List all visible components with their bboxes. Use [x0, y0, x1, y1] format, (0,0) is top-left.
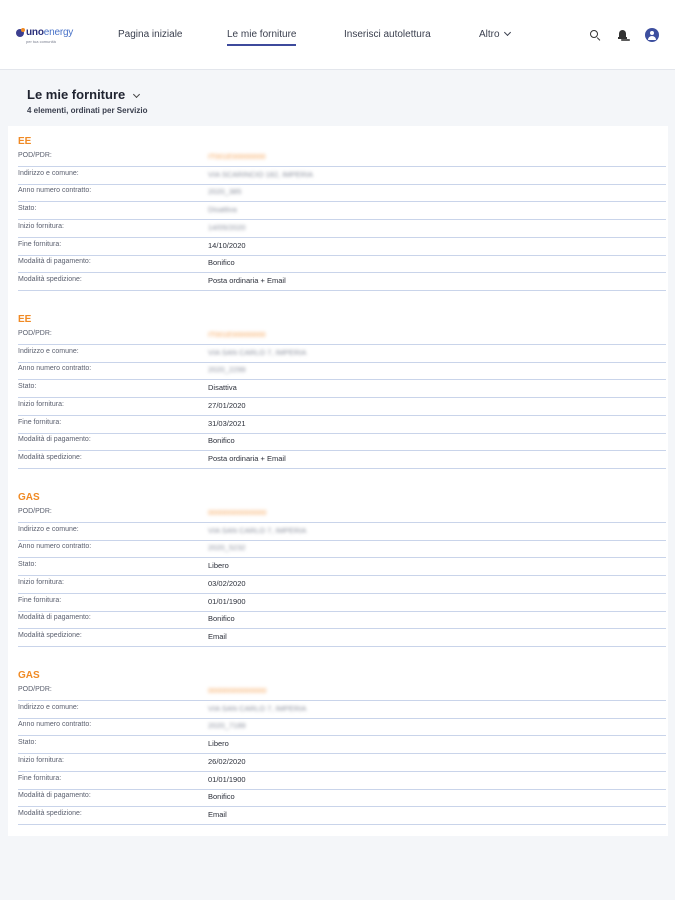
field-row [18, 505, 666, 523]
field-row [18, 540, 666, 558]
field-value: Email [208, 809, 227, 819]
field-row [18, 451, 666, 469]
field-value: VIA SAN CARLO 7, IMPERIA [208, 703, 307, 713]
search-icon[interactable] [588, 28, 602, 42]
field-label: Modalità di pagamento: [18, 436, 91, 444]
field-value: 14/05/2020 [208, 222, 246, 232]
field-value: Bonifico [208, 614, 235, 624]
field-label: Inizio fornitura: [18, 756, 64, 764]
logo-tagline: per tua comunità [26, 39, 56, 44]
field-row [18, 220, 666, 238]
field-row [18, 184, 666, 202]
field-row [18, 380, 666, 398]
list-header [27, 87, 147, 115]
field-row [18, 789, 666, 807]
field-row [18, 611, 666, 629]
field-value: Disattiva [208, 205, 237, 215]
field-label: Anno numero contratto: [18, 365, 92, 373]
field-value: 2020_5232 [208, 543, 246, 553]
field-value: 2020_7189 [208, 721, 246, 731]
field-label: Fine fornitura: [18, 774, 62, 782]
field-row [18, 167, 666, 185]
field-value: 2020_385 [208, 187, 242, 197]
top-header [0, 0, 675, 70]
page-title-dropdown[interactable] [27, 87, 147, 102]
field-label: Indirizzo e comune: [18, 703, 79, 711]
field-row [18, 327, 666, 345]
field-row [18, 736, 666, 754]
field-label: Indirizzo e comune: [18, 525, 79, 533]
bell-icon[interactable] [616, 28, 630, 42]
logo-name: unoenergy [26, 27, 74, 38]
field-value: 26/02/2020 [208, 756, 246, 766]
field-value: 31/03/2021 [208, 418, 246, 428]
service-type: GAS [18, 670, 40, 681]
field-label: Inizio fornitura: [18, 222, 64, 230]
field-label: Stato: [18, 205, 37, 213]
field-row [18, 754, 666, 772]
field-value: IT001E00000000 [208, 330, 266, 339]
field-row [18, 558, 666, 576]
field-row [18, 772, 666, 790]
field-row [18, 149, 666, 167]
field-label: Fine fornitura: [18, 240, 62, 248]
chevron-down-icon [504, 29, 511, 36]
field-label: POD/PDR: [18, 152, 52, 159]
nav-altro-label: Altro [479, 29, 500, 40]
field-label: Modalità spedizione: [18, 275, 82, 283]
field-label: POD/PDR: [18, 508, 52, 515]
field-value: Bonifico [208, 436, 235, 446]
field-row [18, 238, 666, 256]
field-label: Indirizzo e comune: [18, 169, 79, 177]
field-value: Email [208, 631, 227, 641]
supplies-list [8, 126, 668, 836]
field-row [18, 701, 666, 719]
field-value: 27/01/2020 [208, 400, 246, 410]
field-value: VIA SAN CARLO 7, IMPERIA [208, 347, 307, 357]
field-label: Anno numero contratto: [18, 187, 92, 195]
field-label: Inizio fornitura: [18, 578, 64, 586]
nav-inserisci-autolettura[interactable]: Inserisci autolettura [344, 29, 431, 40]
field-label: Modalità di pagamento: [18, 614, 91, 622]
field-row [18, 398, 666, 416]
chevron-down-icon [133, 91, 140, 98]
field-row [18, 202, 666, 220]
field-value: 00000000000000 [208, 686, 267, 695]
field-value: IT001E00000000 [208, 152, 266, 161]
field-row [18, 362, 666, 380]
field-value: 01/01/1900 [208, 596, 246, 606]
field-value: VIA SAN CARLO 7, IMPERIA [208, 525, 307, 535]
field-label: Modalità spedizione: [18, 453, 82, 461]
field-value: 2020_2299 [208, 365, 246, 375]
field-label: Anno numero contratto: [18, 543, 92, 551]
field-row [18, 273, 666, 291]
field-value: Libero [208, 739, 229, 749]
nav-altro-menu[interactable] [479, 29, 510, 40]
field-row [18, 576, 666, 594]
field-label: Fine fornitura: [18, 596, 62, 604]
field-label: Indirizzo e comune: [18, 347, 79, 355]
field-label: Modalità spedizione: [18, 631, 82, 639]
field-label: Inizio fornitura: [18, 400, 64, 408]
user-avatar-icon[interactable] [645, 28, 659, 42]
field-row [18, 807, 666, 825]
field-label: POD/PDR: [18, 330, 52, 337]
field-row [18, 416, 666, 434]
nav-pagina-iniziale[interactable]: Pagina iniziale [118, 29, 183, 40]
field-row [18, 345, 666, 363]
field-row [18, 255, 666, 273]
field-label: Anno numero contratto: [18, 721, 92, 729]
field-label: Stato: [18, 739, 37, 747]
logo-mark-icon [16, 29, 24, 37]
field-value: Bonifico [208, 792, 235, 802]
field-label: Modalità di pagamento: [18, 792, 91, 800]
field-value: Libero [208, 561, 229, 571]
field-value: 01/01/1900 [208, 774, 246, 784]
field-row [18, 683, 666, 701]
field-value: Disattiva [208, 383, 237, 393]
service-type: EE [18, 314, 32, 325]
field-row [18, 523, 666, 541]
field-value: 00000000000000 [208, 508, 267, 517]
field-label: POD/PDR: [18, 686, 52, 693]
field-value: Posta ordinaria + Email [208, 275, 286, 285]
field-row [18, 594, 666, 612]
nav-le-mie-forniture[interactable]: Le mie forniture [227, 29, 296, 46]
field-row [18, 629, 666, 647]
page-title: Le mie forniture [27, 87, 126, 102]
field-value: 14/10/2020 [208, 240, 246, 250]
service-type: EE [18, 136, 32, 147]
field-row [18, 718, 666, 736]
field-label: Stato: [18, 383, 37, 391]
service-type: GAS [18, 492, 40, 503]
field-label: Modalità di pagamento: [18, 258, 91, 266]
field-value: 03/02/2020 [208, 578, 246, 588]
field-row [18, 433, 666, 451]
field-label: Stato: [18, 561, 37, 569]
field-label: Fine fornitura: [18, 418, 62, 426]
list-subtitle: 4 elementi, ordinati per Servizio [27, 106, 148, 115]
field-value: Posta ordinaria + Email [208, 453, 286, 463]
field-value: Bonifico [208, 258, 235, 268]
field-value: VIA SCARINCIO 182, IMPERIA [208, 169, 314, 179]
field-label: Modalità spedizione: [18, 809, 82, 817]
